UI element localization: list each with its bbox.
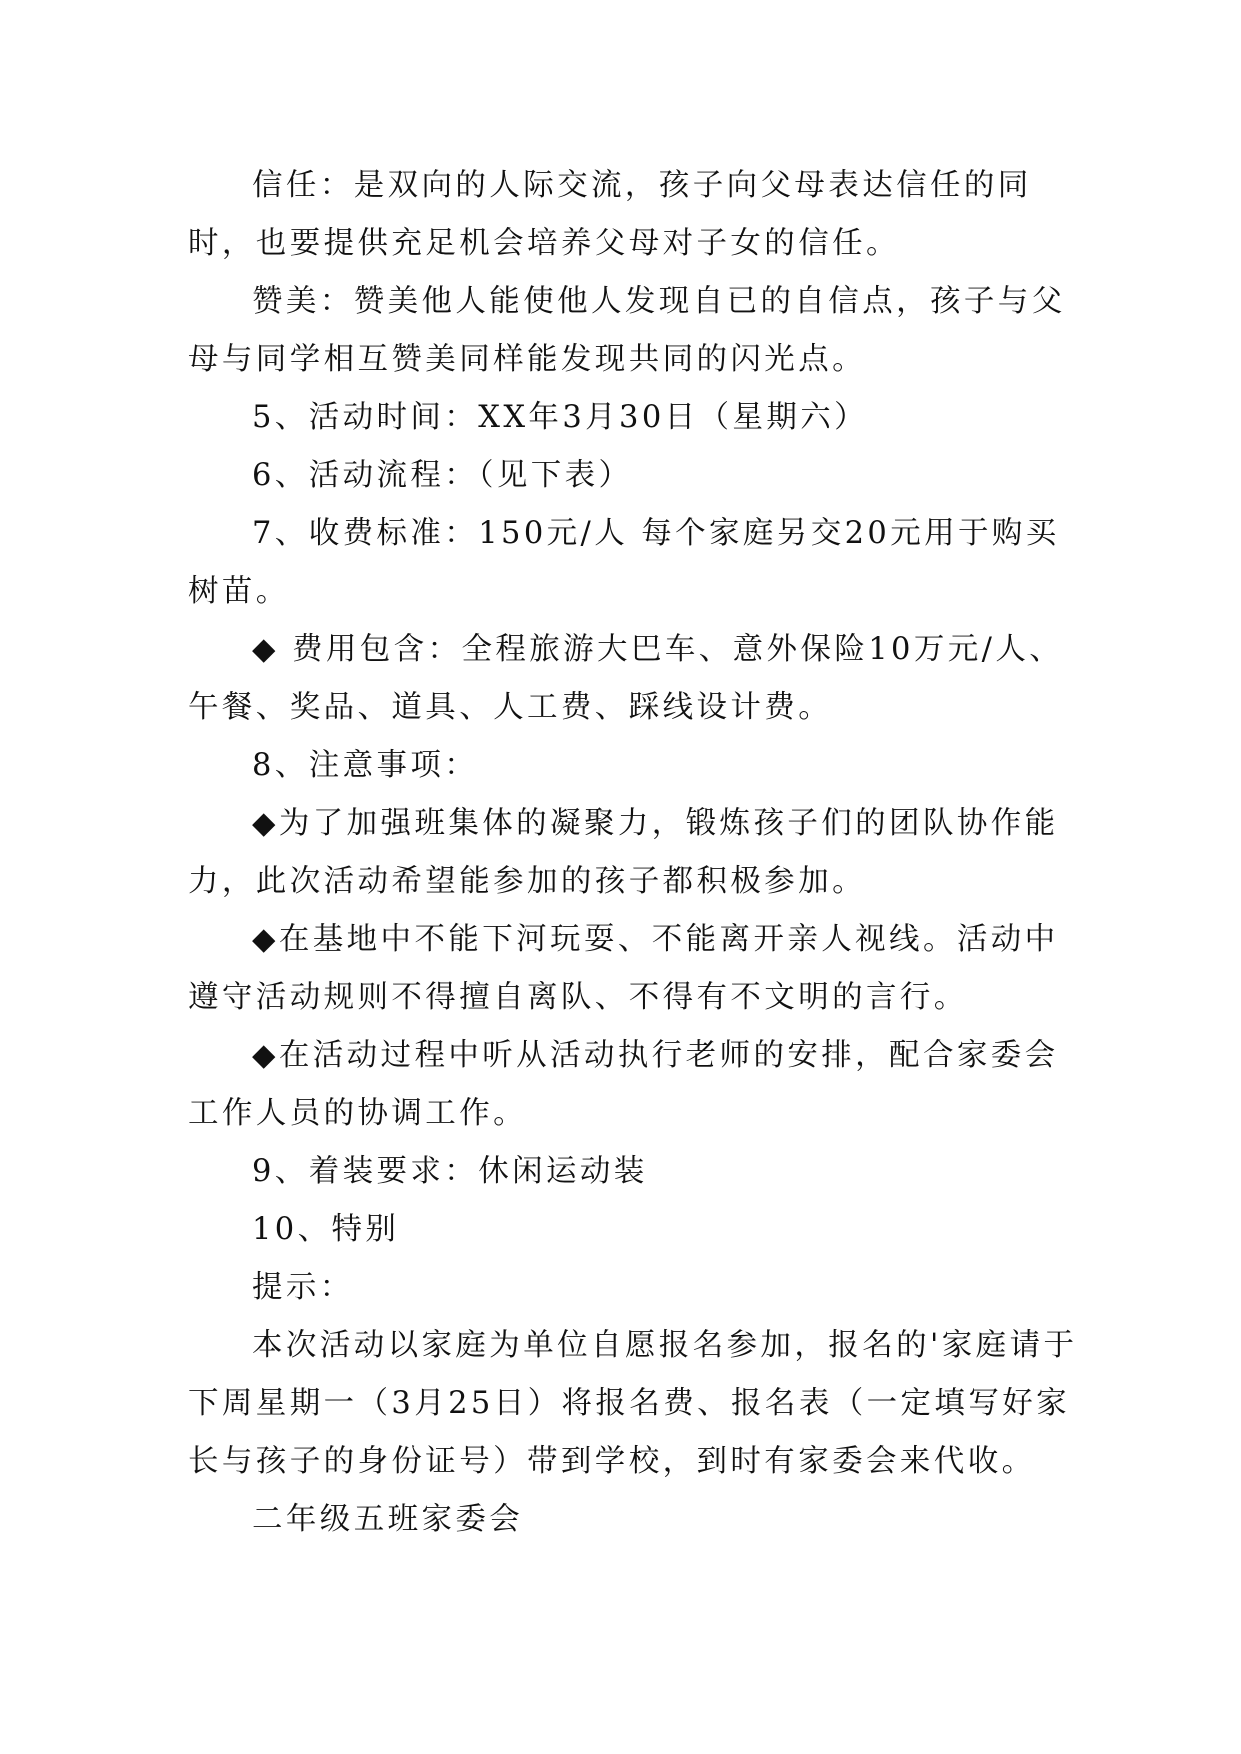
paragraph-praise: 赞美：赞美他人能使他人发现自已的自信点，孩子与父母与同学相互赞美同样能发现共同的闪光点。 (188, 284, 1066, 377)
paragraph-note-arrangement: ◆在活动过程中听从活动执行老师的安排，配合家委会工作人员的协调工作。 (188, 1038, 1059, 1131)
paragraph-activity-process: 6、活动流程：（见下表） (252, 458, 633, 493)
paragraph-reminder: 提示： (252, 1270, 354, 1305)
paragraph-dress-code: 9、着装要求：休闲运动装 (252, 1154, 648, 1189)
paragraph-fee-includes: ◆ 费用包含：全程旅游大巴车、意外保险10万元/人、午餐、奖品、道具、人工费、踩线设计费。 (188, 632, 1064, 725)
paragraph-registration: 本次活动以家庭为单位自愿报名参加，报名的'家庭请于下周星期一（3月25日）将报名费、报名表（一定填写好家长与孩子的身份证号）带到学校，到时有家委会来代收。 (188, 1328, 1078, 1479)
paragraph-note-cohesion: ◆为了加强班集体的凝聚力，锻炼孩子们的团队协作能力，此次活动希望能参加的孩子都积极参加。 (188, 806, 1059, 899)
paragraph-trust: 信任：是双向的人际交流，孩子向父母表达信任的同时，也要提供充足机会培养父母对子女的信任。 (188, 168, 1032, 261)
paragraph-special: 10、特别 (252, 1212, 400, 1247)
paragraph-fee-standard: 7、收费标准：150元/人 每个家庭另交20元用于购买树苗。 (188, 516, 1060, 609)
paragraph-activity-time: 5、活动时间：XX年3月30日（星期六） (252, 400, 869, 435)
document-body (188, 157, 1078, 1549)
paragraph-notes-heading: 8、注意事项： (252, 748, 479, 783)
paragraph-note-safety: ◆在基地中不能下河玩耍、不能离开亲人视线。活动中遵守活动规则不得擅自离队、不得有不文明的言行。 (188, 922, 1059, 1015)
paragraph-signature: 二年级五班家委会 (252, 1502, 524, 1537)
